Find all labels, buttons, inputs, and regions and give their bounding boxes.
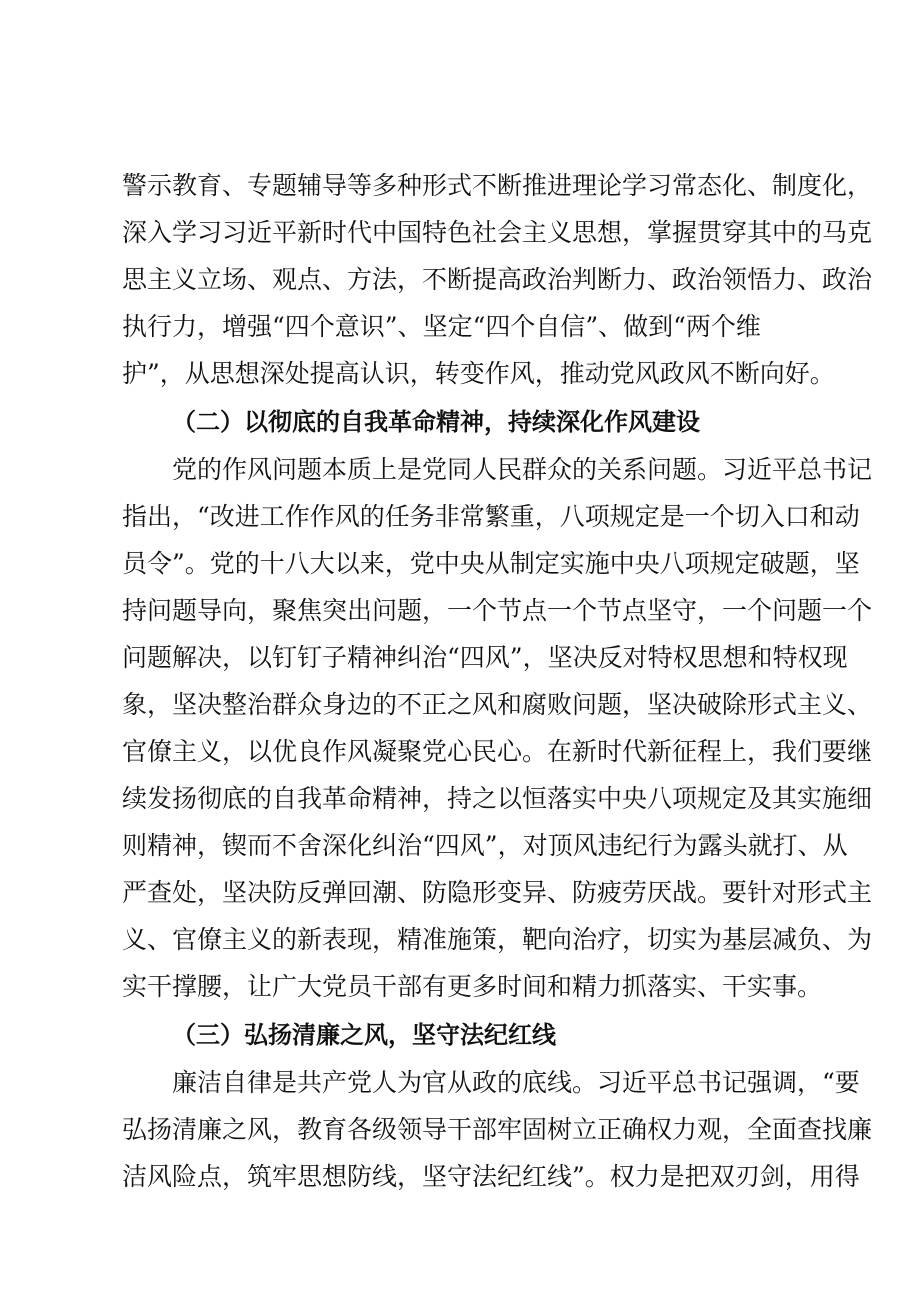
paragraph-line: 官僚主义，以优良作风凝聚党心民心。在新时代新征程上，我们要继 xyxy=(122,737,873,766)
paragraph-line: 严查处，坚决防反弹回潮、防隐形变异、防疲劳厌战。要针对形式主 xyxy=(122,878,873,907)
paragraph-line: 洁风险点，筑牢思想防线，坚守法纪红线”。权力是把双刃剑，用得 xyxy=(122,1162,860,1191)
paragraph-line: 续发扬彻底的自我革命精神，持之以恒落实中央八项规定及其实施细 xyxy=(122,784,873,813)
paragraph-line: 象，坚决整治群众身边的不正之风和腐败问题，坚决破除形式主义、 xyxy=(122,690,873,719)
paragraph-line: 员令”。党的十八大以来，党中央从制定实施中央八项规定破题，坚 xyxy=(122,549,860,578)
paragraph-line: 则精神，锲而不舍深化纠治“四风”，对顶风违纪行为露头就打、从 xyxy=(122,831,848,860)
paragraph-line: 问题解决，以钉钉子精神纠治“四风”，坚决反对特权思想和特权现 xyxy=(122,643,848,672)
paragraph-line: 义、官僚主义的新表现，精准施策，靶向治疗，切实为基层减负、为 xyxy=(122,925,873,954)
paragraph-line: 指出，“改进工作作风的任务非常繁重，八项规定是一个切入口和动 xyxy=(122,502,860,531)
section-heading-3: （三）弘扬清廉之风，坚守法纪红线 xyxy=(172,1021,556,1049)
paragraph-line: 持问题导向，聚焦突出问题，一个节点一个节点坚守，一个问题一个 xyxy=(122,596,873,625)
paragraph-line: 执行力，增强“四个意识”、坚定“四个自信”、做到“两个维 xyxy=(122,312,761,341)
paragraph-line: 思主义立场、观点、方法，不断提高政治判断力、政治领悟力、政治 xyxy=(122,265,873,294)
paragraph-line: 护”，从思想深处提高认识，转变作风，推动党风政风不断向好。 xyxy=(122,359,835,388)
paragraph-line: 实干撑腰，让广大党员干部有更多时间和精力抓落实、干实事。 xyxy=(122,972,823,1001)
section-heading-2: （二）以彻底的自我革命精神，持续深化作风建设 xyxy=(172,408,700,436)
paragraph-line: 廉洁自律是共产党人为官从政的底线。习近平总书记强调，“要 xyxy=(172,1068,860,1097)
paragraph-line: 党的作风问题本质上是党同人民群众的关系问题。习近平总书记 xyxy=(172,455,873,484)
paragraph-line: 弘扬清廉之风，教育各级领导干部牢固树立正确权力观，全面查找廉 xyxy=(122,1115,873,1144)
paragraph-line: 警示教育、专题辅导等多种形式不断推进理论学习常态化、制度化， xyxy=(122,171,873,200)
paragraph-line: 深入学习习近平新时代中国特色社会主义思想，掌握贯穿其中的马克 xyxy=(122,218,873,247)
